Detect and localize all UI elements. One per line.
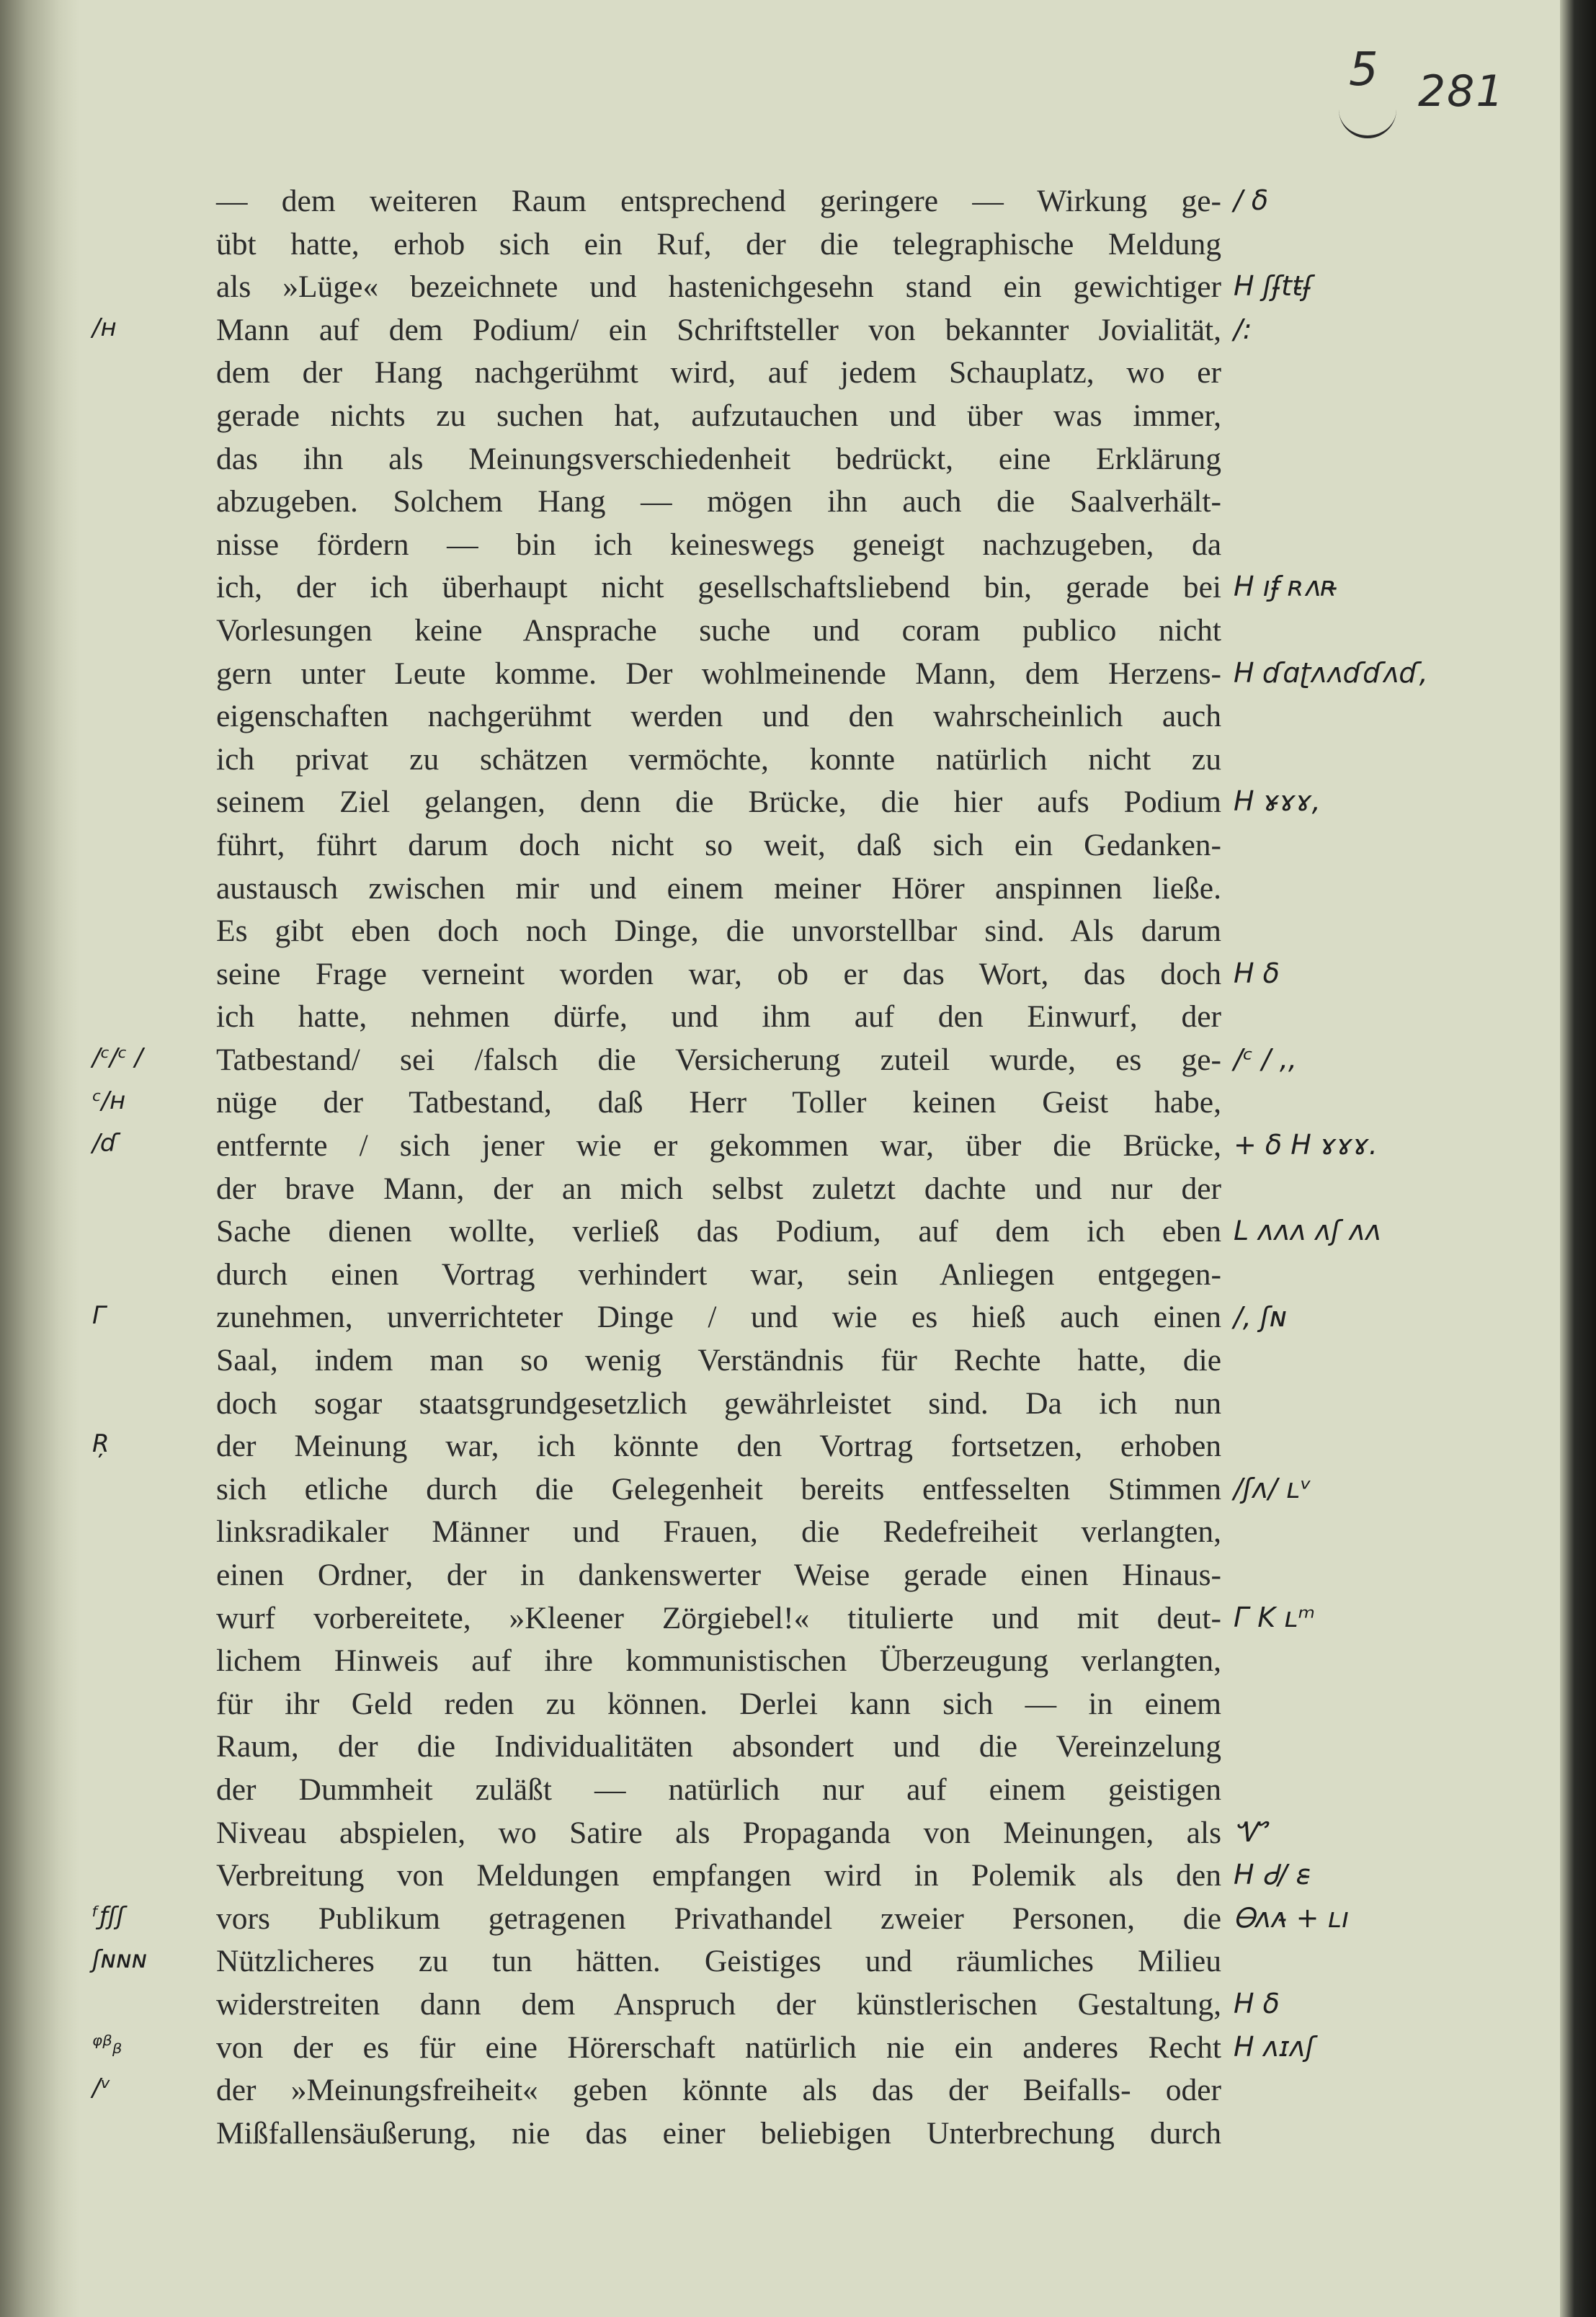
- text-line: das ihn als Meinungsverschiedenheit bedrückt, eine Erklärung: [216, 441, 1221, 476]
- text-line: von der es für eine Hörerschaft natürlich nie ein anderes Recht: [216, 2030, 1221, 2065]
- margin-note: Ꮙ: [1234, 1816, 1267, 1848]
- margin-note: ᶜ/ʜ: [92, 1086, 126, 1115]
- sheet-number-mark: [1349, 43, 1399, 144]
- text-line: der brave Mann, der an mich selbst zuletzt dachte und nur der: [216, 1171, 1221, 1206]
- text-line: entfernte / sich jener wie er gekommen war, über die Brücke,: [216, 1128, 1221, 1164]
- text-line: nisse fördern — bin ich keineswegs geneigt nachzugeben, da: [216, 527, 1221, 562]
- margin-note: ʃɴɴɴ: [92, 1945, 148, 1974]
- text-line: vors Publikum getragenen Privathandel zweier Personen, die: [216, 1901, 1221, 1936]
- text-line: der Dummheit zuläßt — natürlich nur auf einem geistigen: [216, 1772, 1221, 1807]
- text-line: nüge der Tatbestand, daß Herr Toller keinen Geist habe,: [216, 1085, 1221, 1120]
- margin-note: H ʃʃ̵tt̵ʃ̵: [1234, 270, 1312, 303]
- margin-note: ᶠƒʃʃ: [92, 1902, 125, 1931]
- text-line: für ihr Geld reden zu können. Derlei kann sich — in einem: [216, 1686, 1221, 1721]
- text-line: lichem Hinweis auf ihre kommunistischen Überzeugung verlangten,: [216, 1643, 1221, 1679]
- text-line: sich etliche durch die Gelegenheit bereits entfesselten Stimmen: [216, 1471, 1221, 1506]
- text-line: dem der Hang nachgerühmt wird, auf jedem Schauplatz, wo er: [216, 355, 1221, 390]
- text-line: der »Meinungsfreiheit« geben könnte als das der Beifalls- oder: [216, 2073, 1221, 2108]
- margin-note: H ɤ̵ɤɤ,: [1234, 785, 1321, 818]
- margin-note: H ẟ: [1234, 957, 1280, 989]
- text-line: gerade nichts zu suchen hat, aufzutauchen und über was immer,: [216, 398, 1221, 433]
- text-line: ich hatte, nehmen dürfe, und ihm auf den Einwurf, der: [216, 999, 1221, 1035]
- text-line: linksradikaler Männer und Frauen, die Redefreiheit verlangten,: [216, 1514, 1221, 1550]
- margin-note: /, ʃɴ: [1234, 1300, 1287, 1333]
- text-line: Tatbestand/ sei /falsch die Versicherung zuteil wurde, es ge-: [216, 1042, 1221, 1077]
- text-line: ich, der ich überhaupt nicht gesellschaftsliebend bin, gerade bei: [216, 570, 1221, 605]
- text-line: Verbreitung von Meldungen empfangen wird in Polemik als den: [216, 1858, 1221, 1893]
- margin-note: Γ K ʟᵐ: [1234, 1601, 1316, 1633]
- text-line: Niveau abspielen, wo Satire als Propaganda von Meinungen, als: [216, 1815, 1221, 1850]
- margin-note: ᒪ ʌʌʌ ʌʃ ʌʌ: [1234, 1215, 1382, 1247]
- page-edge-shadow: [1560, 0, 1596, 2317]
- text-line: ich privat zu schätzen vermöchte, konnte natürlich nicht zu: [216, 741, 1221, 777]
- margin-note: ᵠᵝᵦ: [92, 2030, 122, 2060]
- text-line: austausch zwischen mir und einem meiner Hörer anspinnen ließe.: [216, 870, 1221, 906]
- sheet-number: 5: [1349, 43, 1378, 97]
- margin-note: Γ: [92, 1300, 106, 1330]
- body-text: [216, 180, 1221, 2155]
- text-line: widerstreiten dann dem Anspruch der künstlerischen Gestaltung,: [216, 1986, 1221, 2022]
- margin-note: Ŗ: [92, 1429, 110, 1459]
- margin-note: H ɗɑʈʌʌɗɗʌɗ,: [1234, 656, 1428, 689]
- text-line: eigenschaften nachgerühmt werden und den wahrscheinlich auch: [216, 699, 1221, 734]
- margin-note: /ᶜ/ᶜ /: [92, 1043, 143, 1072]
- text-line: durch einen Vortrag verhindert war, sein Anliegen entgegen-: [216, 1256, 1221, 1292]
- text-line: seinem Ziel gelangen, denn die Brücke, die hier aufs Podium: [216, 785, 1221, 820]
- text-line: Mann auf dem Podium/ ein Schriftsteller von bekannter Jovialität,: [216, 312, 1221, 347]
- text-line: als »Lüge« bezeichnete und hastenichgesehn stand ein gewichtiger: [216, 269, 1221, 305]
- margin-note: /ᵛ: [92, 2073, 111, 2103]
- text-line: zunehmen, unverrichteter Dinge / und wie es hieß auch einen: [216, 1300, 1221, 1335]
- text-line: Mißfallensäußerung, nie das einer beliebigen Unterbrechung durch: [216, 2115, 1221, 2151]
- text-line: Nützlicheres zu tun hätten. Geistiges und räumliches Milieu: [216, 1944, 1221, 1979]
- margin-note: H ẟ: [1234, 1988, 1280, 2020]
- text-line: doch sogar staatsgrundgesetzlich gewährleistet sind. Da ich nun: [216, 1385, 1221, 1421]
- margin-note: /ʜ: [92, 313, 117, 342]
- folio-number: 281: [1418, 66, 1505, 117]
- text-line: seine Frage verneint worden war, ob er das Wort, das doch: [216, 956, 1221, 991]
- sheet-mark-curve: [1339, 107, 1396, 138]
- margin-note: /ʃʌ/ ʟᵛ: [1234, 1473, 1312, 1504]
- binding-gutter: [0, 0, 79, 2317]
- text-line: der Meinung war, ich könnte den Vortrag fortsetzen, erhoben: [216, 1429, 1221, 1464]
- text-line: — dem weiteren Raum entsprechend geringere — Wirkung ge-: [216, 184, 1221, 218]
- text-line: Saal, indem man so wenig Verständnis für Rechte hatte, die: [216, 1343, 1221, 1378]
- text-line: abzugeben. Solchem Hang — mögen ihn auch die Saalverhält-: [216, 484, 1221, 519]
- text-line: Vorlesungen keine Ansprache suche und coram publico nicht: [216, 612, 1221, 648]
- text-line: Sache dienen wollte, verließ das Podium, auf dem ich eben: [216, 1214, 1221, 1249]
- text-line: Raum, der die Individualitäten absondert und die Vereinzelung: [216, 1729, 1221, 1764]
- margin-note: /ɗ: [92, 1129, 119, 1158]
- text-line: gern unter Leute komme. Der wohlmeinende Mann, dem Herzens-: [216, 656, 1221, 691]
- margin-note: Ꮎʌʌ̵ + ʟı: [1234, 1902, 1350, 1934]
- margin-note: H ʌɪʌʃ: [1234, 2030, 1315, 2063]
- text-line: führt, führt darum doch nicht so weit, daß sich ein Gedanken-: [216, 827, 1221, 862]
- text-line: einen Ordner, der in dankenswerter Weise gerade einen Hinaus-: [216, 1558, 1221, 1592]
- margin-note: / ẟ: [1234, 184, 1269, 216]
- margin-note: /:: [1234, 313, 1252, 345]
- margin-note: H ıƒ̵ ʀʌʀ̵: [1234, 571, 1338, 603]
- margin-note: /ᶜ / ,,: [1234, 1043, 1297, 1075]
- text-line: wurf vorbereitete, »Kleener Zörgiebel!« titulierte und mit deut-: [216, 1600, 1221, 1635]
- text-line: Es gibt eben doch noch Dinge, die unvorstellbar sind. Als darum: [216, 914, 1221, 949]
- text-line: übt hatte, erhob sich ein Ruf, der die telegraphische Meldung: [216, 226, 1221, 262]
- margin-note: H Ꮷ/ ɛ̵: [1234, 1859, 1311, 1891]
- margin-note: + ẟ H ɤɤɤ.: [1234, 1129, 1378, 1161]
